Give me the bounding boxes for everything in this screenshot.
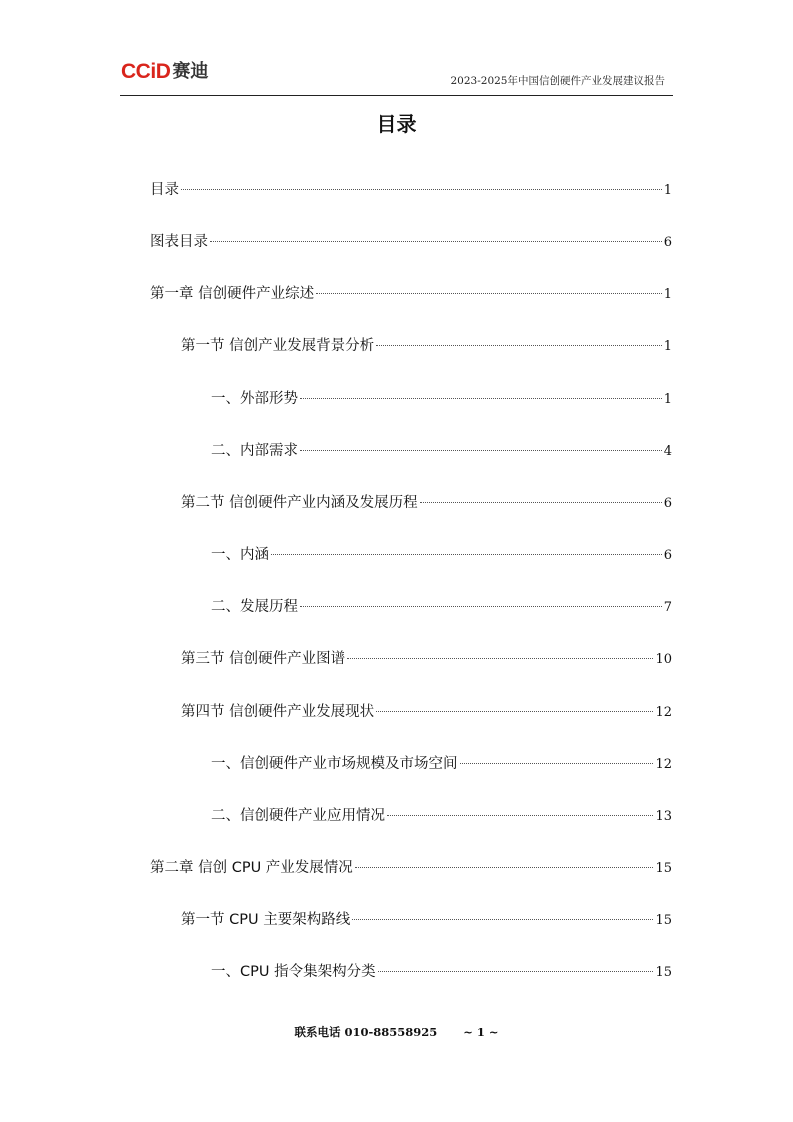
toc-dot-leader bbox=[378, 971, 654, 972]
footer-contact: 联系电话 010-88558925 bbox=[294, 1025, 438, 1039]
toc-dot-leader bbox=[316, 293, 662, 294]
toc-entry-page: 13 bbox=[655, 809, 672, 824]
toc-dot-leader bbox=[271, 554, 662, 555]
toc-entry-page: 4 bbox=[663, 444, 672, 459]
logo-letter: i bbox=[150, 60, 156, 83]
logo-letter: C bbox=[121, 60, 136, 83]
toc-entry-page: 1 bbox=[663, 392, 672, 407]
toc-entry[interactable] bbox=[150, 858, 672, 878]
toc-entry-page: 7 bbox=[663, 600, 672, 615]
toc-entry[interactable] bbox=[181, 493, 672, 513]
toc-entry[interactable] bbox=[211, 962, 672, 982]
toc-dot-leader bbox=[300, 450, 662, 451]
toc-entry-page: 12 bbox=[655, 757, 672, 772]
toc-entry[interactable] bbox=[181, 649, 672, 669]
toc-entry-title: 第一节 CPU 主要架构路线 bbox=[181, 912, 351, 928]
toc-entry[interactable] bbox=[211, 754, 672, 774]
ccid-logo bbox=[121, 60, 208, 84]
toc-entry[interactable] bbox=[181, 336, 672, 356]
toc-entry-page: 1 bbox=[663, 339, 672, 354]
toc-entry-title: 第三节 信创硬件产业图谱 bbox=[181, 651, 346, 667]
toc-entry[interactable] bbox=[181, 702, 672, 722]
toc-entry[interactable] bbox=[211, 441, 672, 461]
toc-entry-title: 第二节 信创硬件产业内涵及发展历程 bbox=[181, 495, 418, 511]
toc-entry-page: 1 bbox=[663, 287, 672, 302]
toc-entry-title: 二、发展历程 bbox=[211, 599, 298, 615]
toc-entry[interactable] bbox=[211, 806, 672, 826]
toc-entry[interactable] bbox=[211, 545, 672, 565]
toc-entry-page: 6 bbox=[663, 496, 672, 511]
logo-letter: C bbox=[135, 60, 151, 83]
toc-entry[interactable] bbox=[150, 180, 672, 200]
toc-entry-title: 一、信创硬件产业市场规模及市场空间 bbox=[211, 756, 458, 772]
toc-entry-page: 6 bbox=[663, 548, 672, 563]
toc-entry[interactable] bbox=[150, 284, 672, 304]
toc-dot-leader bbox=[181, 189, 662, 190]
logo-mark bbox=[121, 60, 170, 84]
toc-dot-leader bbox=[387, 815, 653, 816]
toc-entry-title: 一、CPU 指令集架构分类 bbox=[211, 964, 376, 980]
toc-entry-page: 1 bbox=[663, 183, 672, 198]
toc-entry-title: 一、外部形势 bbox=[211, 391, 298, 407]
toc-entry-title: 第二章 信创 CPU 产业发展情况 bbox=[150, 860, 353, 876]
toc-entry[interactable] bbox=[150, 232, 672, 252]
toc-entry-title: 第四节 信创硬件产业发展现状 bbox=[181, 704, 375, 720]
toc-entry[interactable] bbox=[211, 389, 672, 409]
toc-entry-title: 图表目录 bbox=[150, 234, 208, 250]
toc-entry[interactable] bbox=[211, 597, 672, 617]
toc-dot-leader bbox=[355, 867, 654, 868]
toc-entry-title: 一、内涵 bbox=[211, 547, 269, 563]
toc-dot-leader bbox=[460, 763, 654, 764]
toc-dot-leader bbox=[300, 606, 662, 607]
logo-letter: D bbox=[155, 60, 171, 83]
toc-dot-leader bbox=[300, 398, 662, 399]
toc-dot-leader bbox=[352, 919, 653, 920]
report-title: 2023-2025年中国信创硬件产业发展建议报告 bbox=[450, 75, 665, 87]
toc-dot-leader bbox=[210, 241, 662, 242]
toc-entry-page: 15 bbox=[655, 965, 672, 980]
toc-entry[interactable] bbox=[181, 910, 672, 930]
toc-entry-title: 第一章 信创硬件产业综述 bbox=[150, 286, 315, 302]
logo-chinese-name: 赛迪 bbox=[172, 61, 209, 82]
toc-entry-title: 目录 bbox=[150, 182, 179, 198]
toc-entry-page: 12 bbox=[655, 705, 672, 720]
toc-dot-leader bbox=[347, 658, 653, 659]
toc-dot-leader bbox=[376, 711, 653, 712]
toc-entry-title: 二、信创硬件产业应用情况 bbox=[211, 808, 385, 824]
toc-entry-page: 15 bbox=[655, 913, 672, 928]
toc-entry-page: 6 bbox=[663, 235, 672, 250]
toc-entry-page: 10 bbox=[655, 652, 672, 667]
toc-entry-title: 第一节 信创产业发展背景分析 bbox=[181, 338, 375, 354]
toc-dot-leader bbox=[420, 502, 662, 503]
toc-dot-leader bbox=[376, 345, 662, 346]
footer-page-number: ~ 1 ~ bbox=[463, 1025, 499, 1039]
page-footer bbox=[0, 1024, 793, 1040]
toc-entry-title: 二、内部需求 bbox=[211, 443, 298, 459]
page-title: 目录 bbox=[376, 112, 417, 136]
header-divider bbox=[120, 95, 673, 96]
toc-entry-page: 15 bbox=[655, 861, 672, 876]
